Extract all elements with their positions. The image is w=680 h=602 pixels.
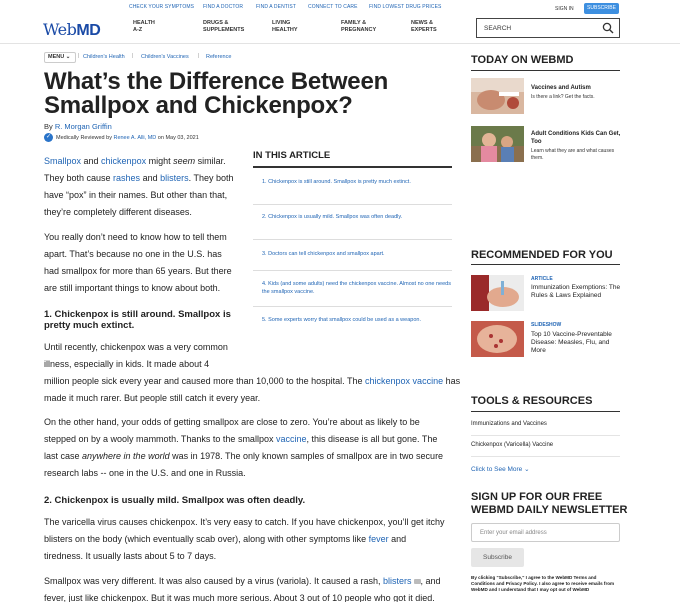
rec-title-2[interactable]: Top 10 Vaccine-Preventable Disease: Measles, Flu, and More [531,331,612,354]
medically-reviewed [44,133,199,142]
p4-line: research labs -- one in the U.S. and one in Russia. [44,468,246,478]
site-header [0,14,680,44]
paragraph-varicella [44,514,464,565]
p1-line3: have “pox” in their names. But other than that, [44,190,228,200]
chevron-down-icon: ⌄ [65,54,71,60]
p5-text: blisters on the body (which eventually scab over), along with other symptoms like [44,534,369,544]
utility-bar [0,0,680,14]
p1-text: They both cause [44,173,114,183]
toc-link-5[interactable]: 5. Some experts worry that smallpox could be used as a weapon. [262,317,421,323]
p2-line: apart. That’s because no one in the U.S. has [44,249,222,259]
breadcrumb-separator: | [198,53,200,59]
p2-line: are still important things to know about both. [44,283,221,293]
breadcrumb-childrens-vaccines[interactable]: Children's Vaccines [141,54,189,60]
p2-line: You really don’t need to know how to tell them [44,232,227,242]
p4-line [44,431,464,448]
p4-line [44,448,464,465]
immunization-thumbnail[interactable] [471,275,524,311]
menu-label: MENU [48,54,65,60]
p6-line [44,573,464,590]
fever-link[interactable]: fever [368,534,389,544]
paragraph-smallpox [44,414,464,482]
author-link[interactable]: R. Morgan Griffin [54,122,112,131]
p3-line: Until recently, chickenpox was a very common [44,342,228,352]
p1-line1 [44,153,244,170]
vaccine-slideshow-thumbnail[interactable] [471,321,524,357]
reviewed-text [56,135,199,141]
toc-link-3[interactable]: 3. Doctors can tell chickenpox and smallpox apart. [253,246,452,271]
rec-label-slideshow: SLIDESHOW [531,322,562,328]
tools-rule [471,411,620,412]
article-title: What’s the Difference Between Smallpox and Chickenpox? [44,68,389,119]
p6-line: fever, just like chickenpox. But it was much more serious. About 3 out of 10 people who got it died. [44,593,435,602]
nav-drugs-supplements[interactable]: DRUGS & SUPPLEMENTS [203,20,245,33]
reviewed-date: on May 03, 2021 [156,134,199,141]
menu-button[interactable] [44,52,76,63]
search-icon[interactable] [602,22,614,34]
p3-text: has [443,376,461,386]
in-this-article-title: IN THIS ARTICLE [253,150,452,168]
p3-line: illness, especially in kids. It made about 4 [44,359,210,369]
camera-icon[interactable] [414,579,421,584]
see-more-label: Click to See More [471,466,523,473]
p1-text: seem [173,156,196,166]
p4-text: stepped on by a wooly mammoth. Thanks to the smallpox [44,434,276,444]
p1-text: might [146,156,174,166]
p4-text: anywhere in the world [82,451,170,461]
email-placeholder: Enter your email address [480,530,547,536]
p1-text: . They both [188,173,234,183]
p5-line: The varicella virus causes chickenpox. It’s very easy to catch. If you have chickenpox, you’ll get itchy [44,517,445,527]
nav-news-experts[interactable]: NEWS & EXPERTS [411,20,437,33]
logo-text-web: Web [43,20,77,39]
utility-link-care[interactable]: CONNECT TO CARE [308,4,358,10]
search-box[interactable] [476,18,620,38]
toc-link-4[interactable]: 4. Kids (and some adults) need the chickenpox vaccine. Almost no one needs the smallpox vaccine. [253,277,452,307]
toc-link-2[interactable]: 2. Chickenpox is usually mild. Smallpox was often deadly. [253,210,452,240]
newsletter-subscribe-button[interactable]: Subscribe [471,548,524,567]
p4-text: , this disease is all but gone. The [306,434,438,444]
utility-link-symptoms[interactable]: CHECK YOUR SYMPTOMS [129,4,195,10]
paragraph-intro [44,153,244,221]
vaccines-autism-thumbnail[interactable] [471,78,524,114]
recommended-heading: RECOMMENDED FOR YOU [471,249,613,261]
p6-text: Smallpox was very different. It was also caused by a virus (variola). It caused a rash, [44,576,383,586]
tools-heading: TOOLS & RESOURCES [471,395,593,407]
newsletter-fine-print: By clicking "Subscribe," I agree to the WebMD Terms and Conditions and Privacy Policy. I also agree to receive emails from WebMD and I understand that I may opt out of WebMD [471,575,615,592]
byline [44,122,112,131]
today-heading: TODAY ON WEBMD [471,54,574,66]
today-item-title-1[interactable]: Vaccines and Autism [531,85,591,91]
p4-line: On the other hand, your odds of getting smallpox are close to zero. You’re about as likely to be [44,417,420,427]
today-item-desc-1: Is there a link? Get the facts. [531,94,595,100]
newsletter-email-input[interactable] [471,523,620,542]
rashes-link[interactable]: rashes [113,173,141,183]
p4-text: was in 1978. The only known samples of smallpox are in two secure [169,451,444,461]
subscribe-button[interactable]: SUBSCRIBE [584,3,619,14]
p6-text: , and [420,576,441,586]
reviewed-prefix: Medically Reviewed by [56,134,114,141]
today-item-title-2[interactable]: Adult Conditions Kids Can Get, Too [531,131,621,145]
paragraph-apart [44,229,249,297]
today-rule [471,70,620,71]
chickenpox-link[interactable]: chickenpox [101,156,147,166]
p5-text: and [388,534,407,544]
in-this-article [253,150,452,323]
p5-line [44,531,464,548]
byline-prefix: By [44,122,55,131]
p1-text: and [81,156,102,166]
p1-line2 [44,170,244,187]
breadcrumb-separator: | [132,53,134,59]
sign-in-link[interactable]: SIGN IN [555,6,574,12]
toc-link-1[interactable]: 1. Chickenpox is still around. Smallpox is pretty much extinct. [253,175,452,205]
p3-text: million people sick every year and caused more than 10,000 to the hospital. The [44,376,366,386]
nav-family-pregnancy[interactable]: FAMILY & PREGNANCY [341,20,377,33]
p3-line [44,373,464,390]
rec-label-article: ARTICLE [531,276,553,282]
tool-link-immunizations[interactable]: Immunizations and Vaccines [471,421,620,436]
blisters-link[interactable]: blisters [160,173,189,183]
p1-text: and [140,173,161,183]
section-heading-1: 1. Chickenpox is still around. Smallpox is pretty much extinct. [44,309,231,331]
paragraph-variola [44,573,464,602]
smallpox-link[interactable]: Smallpox [44,156,82,166]
nav-living-healthy[interactable]: LIVING HEALTHY [272,20,298,33]
search-placeholder: SEARCH [484,25,512,32]
webmd-logo[interactable] [43,20,100,40]
p1-line4: they’re completely different diseases. [44,207,192,217]
utility-link-drug-prices[interactable]: FIND LOWEST DRUG PRICES [369,4,442,10]
reviewer-link[interactable]: Renee A. Alli, MD [113,134,157,141]
p4-text: last case [44,451,83,461]
section-heading-2: 2. Chickenpox is usually mild. Smallpox was often deadly. [44,495,306,506]
vaccine-link[interactable]: vaccine [275,434,307,444]
check-icon: ✓ [45,134,52,140]
p5-line: tiredness. It usually lasts about 5 to 7 days. [44,551,217,561]
logo-text-md: MD [76,22,101,39]
chickenpox-vaccine-link[interactable]: chickenpox vaccine [365,376,444,386]
blisters-link-2[interactable]: blisters [382,576,412,586]
p1-text: similar. [195,156,226,166]
kids-conditions-thumbnail[interactable] [471,126,524,162]
recommended-rule [471,264,620,265]
breadcrumb-separator: | [78,53,80,59]
breadcrumb-childrens-health[interactable]: Children's Health [83,54,125,60]
rec-title-1[interactable]: Immunization Exemptions: The Rules & Laws Explained [531,284,621,299]
chevron-down-icon: ⌄ [524,466,530,473]
paragraph-chickenpox [44,339,464,407]
p3-line: made it much rarer. But people still catch it every year. [44,393,261,403]
nav-health-az[interactable]: HEALTH A-Z [133,20,155,33]
utility-link-doctor[interactable]: FIND A DOCTOR [203,4,244,10]
utility-link-dentist[interactable]: FIND A DENTIST [256,4,297,10]
p2-line: had smallpox for more than 65 years. But there [44,266,232,276]
see-more-link[interactable] [471,465,530,473]
today-item-desc-2: Learn what they are and what causes them. [531,148,615,161]
newsletter-title: SIGN UP FOR OUR FREE WEBMD DAILY NEWSLETTER [471,491,628,516]
tool-link-chickenpox-vaccine[interactable]: Chickenpox (Varicella) Vaccine [471,442,620,457]
breadcrumb-reference[interactable]: Reference [206,54,232,60]
